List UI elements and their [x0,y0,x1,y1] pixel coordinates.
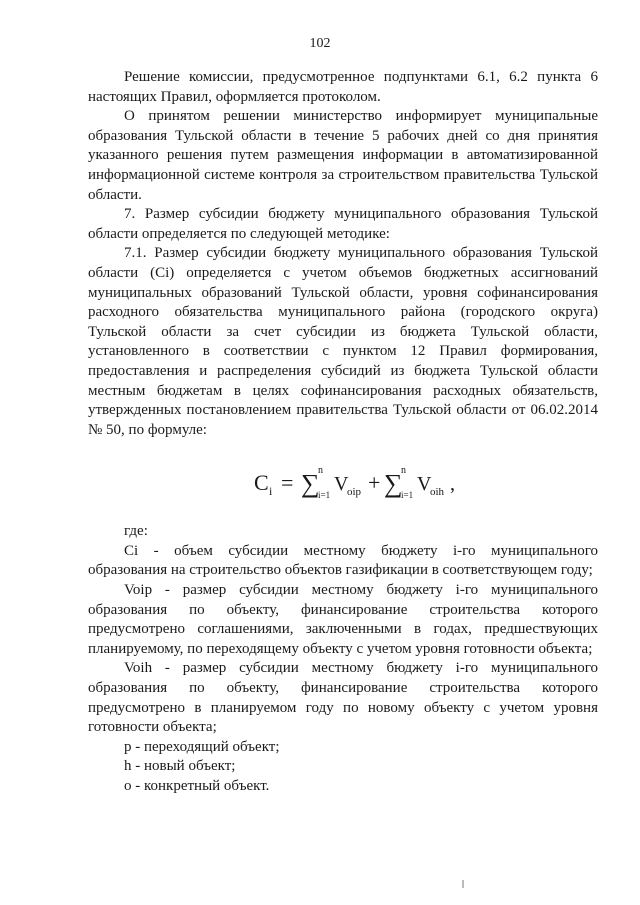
subsidy-formula [88,448,598,518]
formula-sum-2-sub: i=1 [401,490,414,501]
where-label: где: [124,523,148,540]
definition-o: o - конкретный объект. [124,778,270,794]
formula-sum-2-sup: n [401,465,406,477]
formula-lhs: C [254,470,269,496]
formula-sum-1-sup: n [318,465,323,477]
definition-p: p - переходящий объект; [124,738,280,755]
formula-sum-1: ∑ [301,469,320,499]
paragraph-ministry-informs: О принятом решении министерство информирует муниципальные образования Тульской области в течение 5 рабочих дней со дня принятия указанного решения путем размещения информации в автоматизированной информационной системе контроля за строительством правительства Тульской области. [88,108,598,203]
definition-voih: Voih - размер субсидии местному бюджету i-го муниципального образования по объекту, финансирование строительства которого предусмотрено в планируемом году по новому объекту с учетом уровня готовности объекта; [88,660,598,736]
paragraph-item-7: 7. Размер субсидии бюджету муниципального образования Тульской области определяется по следующей методике: [88,206,598,242]
formula-plus: + [368,470,381,496]
subsidy-formula-graphic [248,460,478,508]
paragraph-item-7-1: 7.1. Размер субсидии бюджету муниципального образования Тульской области (Ci) определяется с учетом объемов бюджетных ассигнований муниципальных образований Тульской области, уровня софинансирования расходного обязательства муниципального района (городского округа) Тульской области за счет субсидии из бюджета Тульской области, установленного в соответствии с пунктом 12 Правил формирования, предоставления и распределения субсидий из бюджета Тульской области местным бюджетам в целях софинансирования расходных обязательств, утвержденных постановлением правительства Тульской области от 06.02.2014 № 50, по формуле: [88,245,598,438]
formula-sum-2: ∑ [384,469,403,499]
page-number: 102 [309,36,331,51]
scan-artifact [462,880,464,888]
definition-ci: Ci - объем субсидии местному бюджету i-го муниципального образования на строительство объектов газификации в соответствующем году; [88,542,598,579]
formula-term1-sub: oip [347,486,362,499]
formula-lhs-sub: i [269,484,273,499]
formula-term1: V [334,473,349,496]
paragraph-commission-decision: Решение комиссии, предусмотренное подпунктами 6.1, 6.2 пункта 6 настоящих Правил, оформляется протоколом. [88,69,598,105]
formula-term2-sub: oih [430,486,445,499]
formula-equals: = [281,470,294,496]
formula-sum-1-sub: i=1 [318,490,331,501]
definition-h: h - новый объект; [124,758,236,775]
formula-term2: V [417,473,432,496]
formula-tail: , [450,473,455,496]
document-body [88,68,598,797]
definition-voip: Voip - размер субсидии местному бюджету i-го муниципального образования по объекту, финансирование строительства которого предусмотрено соглашениями, заключенными в годах, предшествующих планируемому, по переходящему объекту с учетом уровня готовности объекта; [88,582,598,657]
